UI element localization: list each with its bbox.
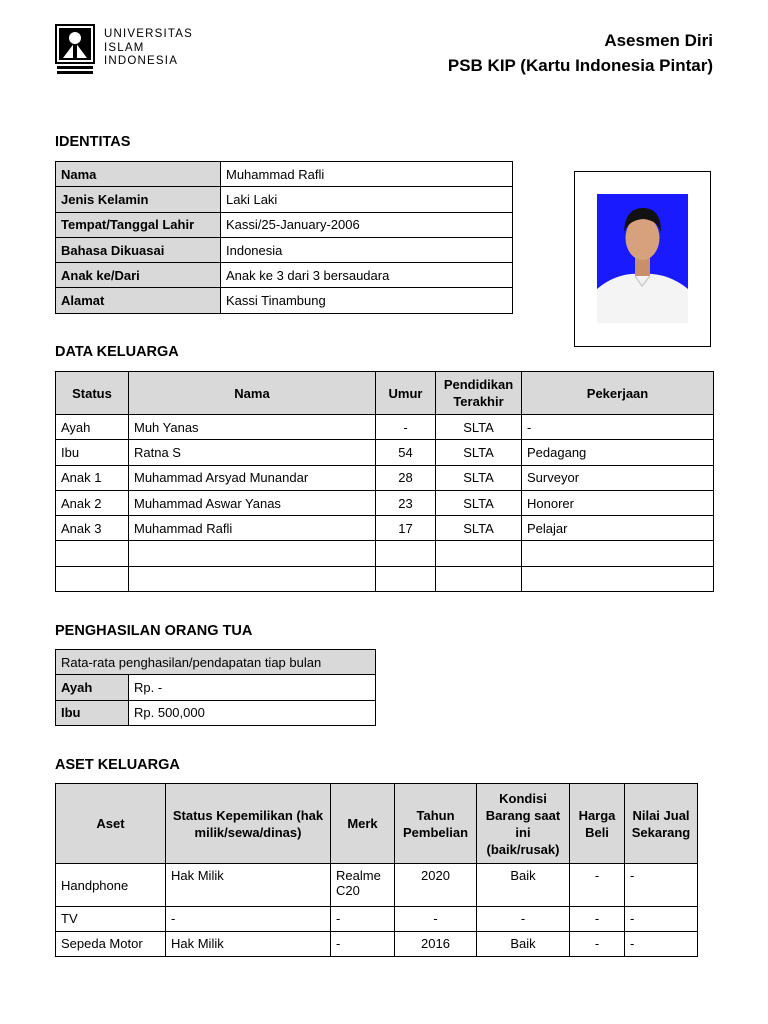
university-name: UNIVERSITAS ISLAM INDONESIA: [104, 28, 194, 67]
table-row: Alamat Kassi Tinambung: [56, 288, 513, 313]
section-title-keluarga: DATA KELUARGA: [55, 344, 179, 360]
table-row: Nama Muhammad Rafli: [56, 162, 513, 187]
table-row: Handphone Hak Milik Realme C20 2020 Baik - -: [56, 864, 698, 907]
section-title-penghasilan: PENGHASILAN ORANG TUA: [55, 623, 253, 639]
table-row: Tempat/Tanggal Lahir Kassi/25-January-2006: [56, 212, 513, 237]
table-row: Anak ke/Dari Anak ke 3 dari 3 bersaudara: [56, 263, 513, 288]
section-title-aset: ASET KELUARGA: [55, 757, 180, 773]
table-row: Sepeda Motor Hak Milik - 2016 Baik - -: [56, 932, 698, 957]
table-row: Ayah Muh Yanas - SLTA -: [56, 415, 714, 440]
table-row: Jenis Kelamin Laki Laki: [56, 187, 513, 212]
table-row: Rata-rata penghasilan/pendapatan tiap bulan: [56, 650, 376, 675]
table-row: Anak 1 Muhammad Arsyad Munandar 28 SLTA Surveyor: [56, 465, 714, 490]
university-logo: [55, 24, 95, 76]
keluarga-table: [55, 371, 714, 592]
table-row: Ibu Ratna S 54 SLTA Pedagang: [56, 440, 714, 465]
table-row: [56, 541, 714, 566]
photo-frame: [574, 171, 711, 347]
table-row: Bahasa Dikuasai Indonesia: [56, 237, 513, 262]
table-row: [56, 566, 714, 591]
table-header-row: Aset Status Kepemilikan (hak milik/sewa/dinas) Merk Tahun Pembelian Kondisi Barang saat ini (baik/rusak) Harga Beli Nilai Jual Sekarang: [56, 784, 698, 864]
aset-table: [55, 783, 698, 957]
table-row: TV - - - - - -: [56, 907, 698, 932]
document-title: Asesmen Diri PSB KIP (Kartu Indonesia Pintar): [447, 31, 713, 75]
identitas-table: [55, 161, 513, 314]
section-title-identitas: IDENTITAS: [55, 134, 131, 150]
table-row: Anak 2 Muhammad Aswar Yanas 23 SLTA Honorer: [56, 490, 714, 515]
penghasilan-table: [55, 649, 376, 726]
table-header-row: Status Nama Umur Pendidikan Terakhir Pekerjaan: [56, 372, 714, 415]
student-photo: [597, 194, 688, 323]
table-row: Ayah Rp. -: [56, 675, 376, 700]
table-row: Anak 3 Muhammad Rafli 17 SLTA Pelajar: [56, 516, 714, 541]
table-row: Ibu Rp. 500,000: [56, 700, 376, 725]
